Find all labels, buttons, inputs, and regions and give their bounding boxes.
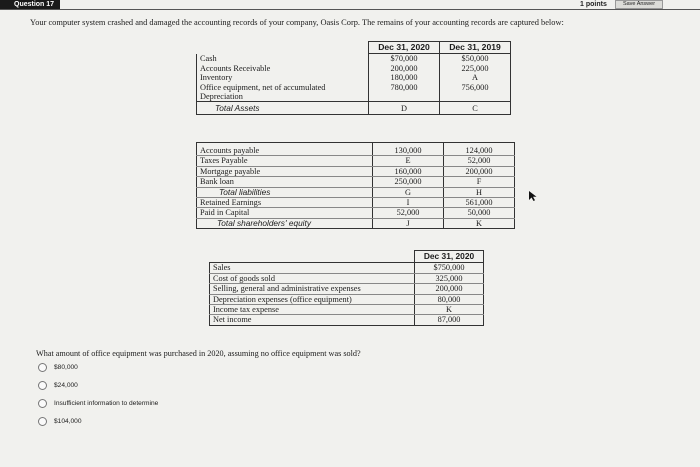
answer-option[interactable] [38,399,158,408]
income-statement-table [209,250,484,326]
answer-option[interactable] [38,417,82,426]
table-row [197,54,511,64]
radio-button[interactable] [38,381,47,390]
value-2019 [440,92,511,102]
table-row [210,315,484,325]
row-label: Cost of goods sold [210,273,415,283]
row-label: Sales [210,263,415,273]
value-2019: 124,000 [444,143,515,156]
row-label: Selling, general and administrative expenses [210,284,415,294]
row-value: $750,000 [415,263,484,273]
row-value: 200,000 [415,284,484,294]
question-label: Question 17 [0,0,60,9]
table-row [210,284,484,294]
value-2019: 756,000 [440,83,511,92]
row-label: Depreciation expenses (office equipment) [210,294,415,304]
table-row [197,92,511,102]
option-label: $104,000 [54,418,82,425]
row-label: Paid in Capital [197,208,373,218]
radio-button[interactable] [38,417,47,426]
table-row [197,64,511,73]
save-answer-button[interactable]: Save Answer [615,0,663,9]
value-2019: H [444,187,515,197]
radio-button[interactable] [38,363,47,372]
answer-option[interactable] [38,363,78,372]
row-label: Inventory [197,73,369,82]
row-label: Net income [210,315,415,325]
mouse-cursor-icon [528,190,538,202]
divider [0,9,700,10]
points-label: 1 points [580,1,607,8]
row-value: 325,000 [415,273,484,283]
table-row [197,218,515,228]
value-2020: 780,000 [369,83,440,92]
row-label: Accounts payable [197,143,373,156]
option-label: Insufficient information to determine [54,400,159,407]
table-row [197,143,515,156]
value-2020: E [373,156,444,166]
table-row [197,156,515,166]
row-label: Income tax expense [210,305,415,315]
question-text: What amount of office equipment was purchased in 2020, assuming no office equipment was sold? [36,349,361,358]
col-2020-header: Dec 31, 2020 [415,251,484,263]
row-label: Retained Earnings [197,198,373,208]
table-row [210,305,484,315]
value-2019: $50,000 [440,54,511,64]
total-row [197,102,511,115]
table-row [197,83,511,92]
table-row [210,294,484,304]
row-label: Total liabilities [197,187,373,197]
total-assets-2019: C [440,102,511,115]
value-2019: A [440,73,511,82]
value-2019: K [444,218,515,228]
col-2020-header: Dec 31, 2020 [369,42,440,54]
value-2020: G [373,187,444,197]
table-row [197,73,511,82]
value-2020: 200,000 [369,64,440,73]
blank-header [210,251,415,263]
liabilities-table [196,142,515,229]
value-2020: 130,000 [373,143,444,156]
total-assets-2020: D [369,102,440,115]
row-value: K [415,305,484,315]
value-2020: 52,000 [373,208,444,218]
value-2020: $70,000 [369,54,440,64]
row-label: Office equipment, net of accumulated [197,83,369,92]
intro-text: Your computer system crashed and damaged the accounting records of your company, Oasis Corp. The remains of your accounting records are captured below: [30,18,564,27]
assets-table [196,41,511,115]
table-row [197,166,515,176]
value-2019: F [444,177,515,187]
table-row [210,263,484,273]
option-label: $24,000 [54,382,78,389]
total-assets-label: Total Assets [197,102,369,115]
answer-option[interactable] [38,381,78,390]
value-2019: 52,000 [444,156,515,166]
value-2020: 160,000 [373,166,444,176]
value-2020: 250,000 [373,177,444,187]
value-2019: 225,000 [440,64,511,73]
value-2020: 180,000 [369,73,440,82]
row-label: Accounts Receivable [197,64,369,73]
table-row [210,273,484,283]
value-2020: J [373,218,444,228]
table-row [197,187,515,197]
row-label: Bank loan [197,177,373,187]
radio-button[interactable] [38,399,47,408]
value-2020 [369,92,440,102]
col-2019-header: Dec 31, 2019 [440,42,511,54]
row-label: Cash [197,54,369,64]
blank-header [197,42,369,54]
row-value: 87,000 [415,315,484,325]
top-bar [0,0,700,11]
table-row [197,177,515,187]
table-row [197,198,515,208]
row-value: 80,000 [415,294,484,304]
value-2019: 561,000 [444,198,515,208]
option-label: $80,000 [54,364,78,371]
row-label: Depreciation [197,92,369,102]
value-2020: I [373,198,444,208]
row-label: Total shareholders' equity [197,218,373,228]
row-label: Mortgage payable [197,166,373,176]
table-row [197,208,515,218]
value-2019: 200,000 [444,166,515,176]
row-label: Taxes Payable [197,156,373,166]
value-2019: 50,000 [444,208,515,218]
